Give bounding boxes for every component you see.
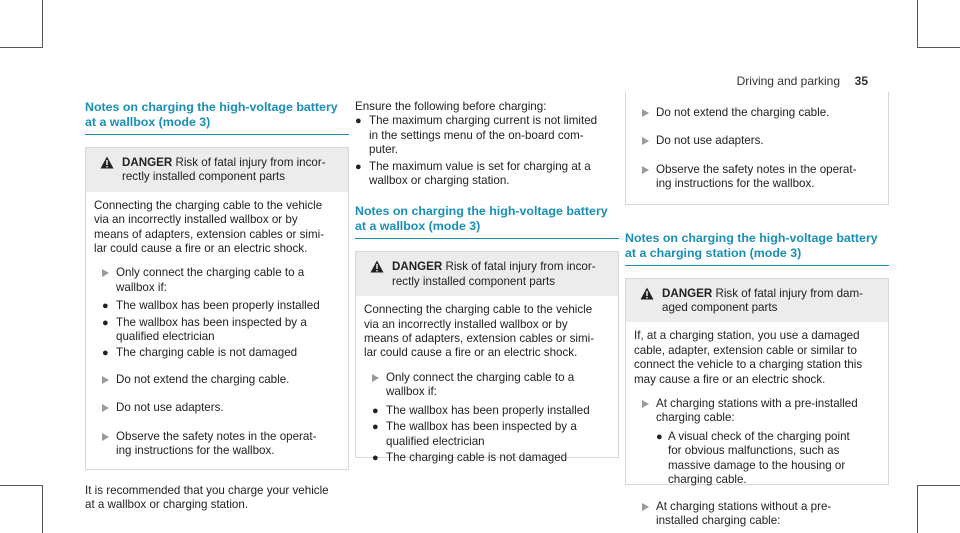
column-2	[355, 100, 619, 464]
crop-mark	[0, 47, 43, 48]
heading-rule	[355, 238, 619, 239]
heading-rule	[85, 134, 349, 135]
list-item: ● The maximum value is set for charging at a wallbox or charging station.	[355, 159, 591, 188]
danger-box	[355, 251, 619, 464]
crop-mark	[42, 0, 43, 48]
danger-header: DANGER Risk of fatal injury from incor- rectly installed component parts	[356, 252, 618, 296]
action-step: Observe the safety notes in the operat- ing instructions for the wallbox.	[634, 163, 880, 192]
arrow-icon	[102, 269, 109, 277]
arrow-icon	[642, 109, 649, 117]
arrow-icon	[102, 433, 109, 441]
section-heading: Notes on charging the high-voltage battery at a wallbox (mode 3)	[355, 204, 608, 234]
list-item: ● The charging cable is not damaged	[102, 346, 298, 360]
section-title: Driving and parking	[736, 74, 840, 88]
action-step: Do not use adapters.	[94, 401, 340, 415]
arrow-icon	[642, 166, 649, 174]
list-item: ● The charging cable is not damaged	[372, 450, 568, 464]
danger-header: DANGER Risk of fatal injury from dam- aged component parts	[626, 279, 888, 323]
crop-mark	[917, 47, 960, 48]
section-heading: Notes on charging the high-voltage battery at a charging station (mode 3)	[625, 230, 878, 260]
crop-mark	[917, 485, 960, 486]
danger-label: DANGER	[662, 286, 713, 300]
paragraph: Ensure the following before charging:	[355, 100, 547, 113]
list-item: ● The wallbox has been properly installed	[102, 299, 320, 313]
danger-box-continued	[625, 92, 889, 205]
warning-triangle-icon	[100, 156, 114, 169]
danger-box	[625, 278, 889, 527]
crop-mark	[917, 0, 918, 48]
danger-text: If, at a charging station, you use a damaged cable, adapter, extension cable or similar to connect the vehicle to a charging station this may cause a fire or an electric shock.	[634, 329, 863, 386]
list-item: ● The wallbox has been inspected by a qualified electrician	[372, 420, 577, 448]
danger-box	[85, 147, 349, 470]
arrow-icon	[372, 374, 379, 382]
action-step: At charging stations without a pre- installed charging cable:	[634, 500, 880, 529]
list-item: ● The wallbox has been inspected by a qualified electrician	[102, 315, 307, 344]
arrow-icon	[642, 503, 649, 511]
danger-header: DANGER Risk of fatal injury from incor- rectly installed component parts	[86, 148, 348, 192]
danger-body	[86, 192, 348, 459]
danger-body	[356, 296, 618, 465]
column-3	[625, 92, 889, 527]
action-step: Do not extend the charging cable.	[634, 106, 880, 120]
paragraph: It is recommended that you charge your vehicle at a wallbox or charging station.	[85, 483, 329, 511]
arrow-icon	[642, 137, 649, 145]
action-step: At charging stations with a pre-installed charging cable:	[634, 397, 880, 426]
crop-mark	[917, 485, 918, 533]
list-item: ● A visual check of the charging point for obvious malfunctions, such as massive damage to the housing or charging cable.	[656, 429, 850, 487]
action-step: Only connect the charging cable to a wallbox if:	[364, 371, 610, 400]
action-step: Do not extend the charging cable.	[94, 373, 340, 387]
action-step: Only connect the charging cable to a wallbox if:	[94, 266, 340, 295]
crop-mark	[42, 485, 43, 533]
danger-text: Connecting the charging cable to the vehicle via an incorrectly installed wallbox or by means of adapters, extension cables or simi- lar could cause a fire or an electric shock.	[94, 198, 325, 256]
warning-triangle-icon	[370, 260, 384, 273]
list-item: ● The wallbox has been properly installed	[372, 403, 590, 417]
action-step: Do not use adapters.	[634, 134, 880, 148]
danger-label: DANGER	[122, 156, 173, 169]
arrow-icon	[102, 376, 109, 384]
arrow-icon	[102, 404, 109, 412]
crop-mark	[0, 485, 43, 486]
warning-triangle-icon	[640, 287, 654, 300]
page-number: 35	[854, 74, 868, 88]
arrow-icon	[642, 400, 649, 408]
danger-text: Connecting the charging cable to the vehicle via an incorrectly installed wallbox or by means of adapters, extension cables or simi- lar could cause a fire or an electric shock.	[364, 303, 595, 360]
column-1	[85, 100, 349, 512]
section-heading: Notes on charging the high-voltage battery at a wallbox (mode 3)	[85, 100, 338, 129]
danger-body	[626, 322, 888, 528]
heading-rule	[625, 265, 889, 266]
action-step: Observe the safety notes in the operat- ing instructions for the wallbox.	[94, 430, 340, 459]
danger-body	[626, 92, 888, 192]
danger-label: DANGER	[392, 260, 443, 274]
list-item: ● The maximum charging current is not limited in the settings menu of the on-board com- puter.	[355, 114, 598, 157]
